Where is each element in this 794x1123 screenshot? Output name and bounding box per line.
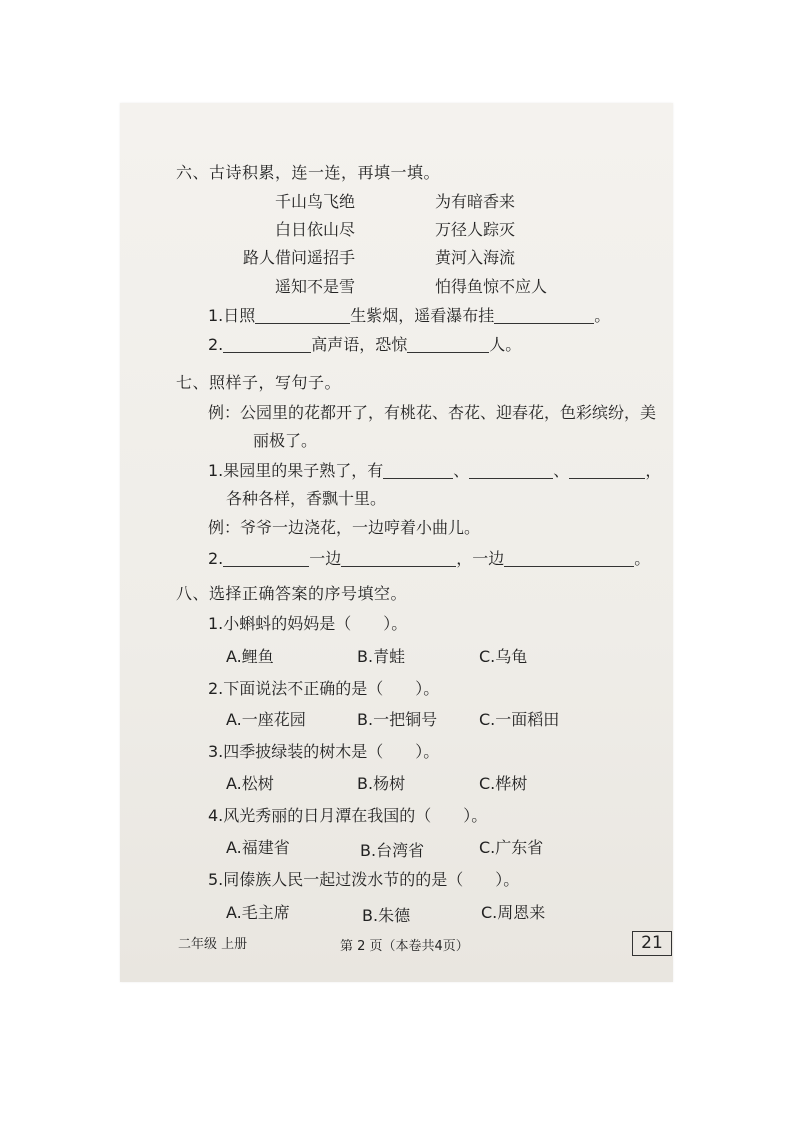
fill-question-2 bbox=[208, 335, 521, 355]
answer-blank[interactable] bbox=[494, 307, 594, 324]
choice-option-a[interactable]: A.松树 bbox=[226, 774, 274, 793]
choice-option-c[interactable]: C.乌龟 bbox=[479, 647, 528, 666]
poem-left-2[interactable]: 白日依山尽 bbox=[275, 220, 356, 239]
choice-option-a[interactable]: A.一座花园 bbox=[226, 710, 306, 729]
text: ， bbox=[645, 461, 662, 480]
poem-left-4[interactable]: 遥知不是雪 bbox=[275, 277, 356, 296]
text: 、 bbox=[453, 461, 470, 480]
text: 。 bbox=[594, 306, 611, 325]
text: 生紫烟，遥看瀑布挂 bbox=[350, 306, 495, 325]
choice-option-b[interactable]: B.台湾省 bbox=[360, 841, 425, 860]
choice-option-a[interactable]: A.毛主席 bbox=[226, 903, 290, 922]
choice-option-c[interactable]: C.广东省 bbox=[479, 838, 544, 857]
text: ，一边 bbox=[456, 549, 505, 568]
choice-option-b[interactable]: B.朱德 bbox=[362, 906, 411, 925]
answer-blank[interactable] bbox=[383, 462, 453, 479]
section-8-title: 八、选择正确答案的序号填空。 bbox=[176, 584, 408, 603]
choice-option-c[interactable]: C.周恩来 bbox=[481, 903, 546, 922]
example-1-line-2: 丽极了。 bbox=[253, 431, 318, 450]
section-6-title: 六、古诗积累，连一连，再填一填。 bbox=[176, 163, 441, 182]
sentence-question-1-line-2: 各种各样，香飘十里。 bbox=[226, 489, 387, 508]
answer-blank[interactable] bbox=[469, 462, 553, 479]
choice-option-b[interactable]: B.一把铜号 bbox=[357, 710, 438, 729]
question-number: 2. bbox=[208, 335, 224, 354]
question-number: 2. bbox=[208, 549, 224, 568]
page-indicator: 第 2 页（本卷共4页） bbox=[340, 939, 469, 954]
grade-label: 二年级 上册 bbox=[178, 937, 248, 952]
choice-option-a[interactable]: A.鲤鱼 bbox=[226, 647, 274, 666]
answer-blank[interactable] bbox=[569, 462, 645, 479]
choice-question-5: 5.同傣族人民一起过泼水节的的是（ ）。 bbox=[208, 870, 520, 889]
fill-question-1 bbox=[208, 306, 610, 326]
choice-option-b[interactable]: B.杨树 bbox=[357, 774, 406, 793]
page-number-box: 21 bbox=[632, 931, 672, 956]
question-number: 1. bbox=[208, 306, 224, 325]
text: 。 bbox=[634, 549, 651, 568]
answer-blank[interactable] bbox=[223, 336, 311, 353]
answer-blank[interactable] bbox=[407, 336, 489, 353]
poem-right-4[interactable]: 怕得鱼惊不应人 bbox=[435, 277, 548, 296]
example-1-line-1: 例：公园里的花都开了，有桃花、杏花、迎春花，色彩缤纷，美 bbox=[208, 403, 657, 422]
poem-right-2[interactable]: 万径人踪灭 bbox=[435, 220, 516, 239]
answer-blank[interactable] bbox=[255, 307, 350, 324]
sentence-question-1 bbox=[208, 461, 661, 481]
section-7-title: 七、照样子，写句子。 bbox=[176, 373, 342, 392]
answer-blank[interactable] bbox=[504, 550, 634, 567]
poem-left-3[interactable]: 路人借问遥招手 bbox=[243, 248, 356, 267]
choice-option-a[interactable]: A.福建省 bbox=[226, 838, 290, 857]
choice-question-3: 3.四季披绿装的树木是（ ）。 bbox=[208, 742, 440, 761]
answer-blank[interactable] bbox=[341, 550, 456, 567]
answer-blank[interactable] bbox=[223, 550, 309, 567]
text: 1.果园里的果子熟了，有 bbox=[208, 461, 384, 480]
text: 一边 bbox=[309, 549, 342, 568]
choice-question-2: 2.下面说法不正确的是（ ）。 bbox=[208, 679, 440, 698]
choice-option-c[interactable]: C.一面稻田 bbox=[479, 710, 560, 729]
choice-question-1: 1.小蝌蚪的妈妈是（ ）。 bbox=[208, 614, 408, 633]
text: 人。 bbox=[489, 335, 522, 354]
text: 日照 bbox=[223, 306, 256, 325]
choice-option-b[interactable]: B.青蛙 bbox=[357, 647, 406, 666]
choice-question-4: 4.风光秀丽的日月潭在我国的（ ）。 bbox=[208, 806, 488, 825]
example-2: 例：爷爷一边浇花，一边哼着小曲儿。 bbox=[208, 518, 481, 537]
poem-right-3[interactable]: 黄河入海流 bbox=[435, 248, 516, 267]
text: 高声语，恐惊 bbox=[311, 335, 408, 354]
choice-option-c[interactable]: C.桦树 bbox=[479, 774, 528, 793]
sentence-question-2 bbox=[208, 549, 650, 569]
poem-right-1[interactable]: 为有暗香来 bbox=[435, 192, 516, 211]
poem-left-1[interactable]: 千山鸟飞绝 bbox=[275, 192, 356, 211]
text: 、 bbox=[553, 461, 570, 480]
